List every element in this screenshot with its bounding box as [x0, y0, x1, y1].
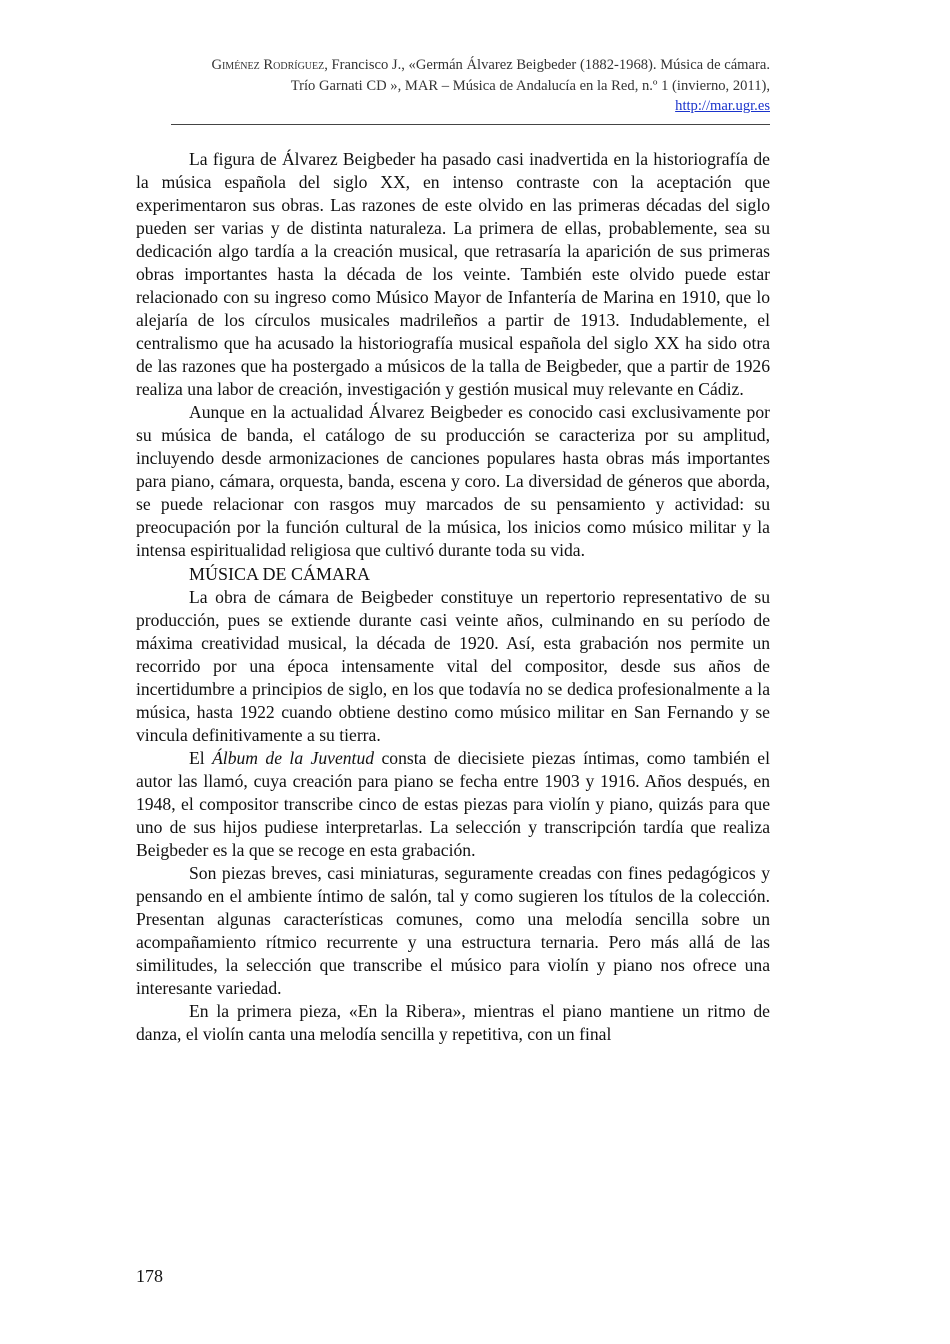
paragraph-4-start: El: [189, 748, 213, 768]
paragraph-4: [136, 747, 770, 862]
paragraph-4-rest: consta de diecisiete piezas íntimas, como también el autor las llamó, cuya creación para piano se fecha entre 1903 y 1916. Años después, en 1948, el compositor transcribe cinco de estas piezas para violín y piano, quizás para que uno de sus hijos pudiese interpretarlas. La selección y transcripción tardía que realiza Beigbeder es la que se recoge en esta grabación.: [136, 748, 770, 860]
paragraph-3: La obra de cámara de Beigbeder constituye un repertorio representativo de su producción, pues se extiende durante casi veinte años, culminando en su período de máxima creatividad musical, la década de 1920. Así, esta grabación nos permite un recorrido por una época intensamente vital del compositor, desde sus años de incertidumbre a principios de siglo, en los que todavía no se dedica profesionalmente a la música, hasta 1922 cuando obtiene destino como músico militar en San Fernando y se vincula definitivamente a su tierra.: [136, 587, 770, 745]
section-heading: MÚSICA DE CÁMARA: [189, 564, 371, 584]
body-text: [136, 148, 770, 1046]
running-header: [136, 55, 770, 117]
header-link[interactable]: http://mar.ugr.es: [675, 98, 770, 114]
header-rule: [171, 124, 770, 125]
work-title: Álbum de la Juventud: [212, 748, 375, 768]
header-author: Giménez Rodríguez: [211, 57, 325, 73]
header-citation-1: , Francisco J., «Germán Álvarez Beigbeder (1882-1968). Música de cámara.: [324, 57, 770, 73]
paragraph-2: Aunque en la actualidad Álvarez Beigbeder es conocido casi exclusivamente por su música de banda, el catálogo de su producción se caracteriza por su amplitud, incluyendo desde armonizaciones de canciones populares hasta obras más importantes para piano, cámara, orquesta, banda, escena y coro. La diversidad de géneros que aborda, se puede relacionar con rasgos muy marcados de su pensamiento y actividad: su preocupación por la función cultural de la música, los inicios como músico militar y la intensa espiritualidad religiosa que cultivó durante toda su vida.: [136, 402, 770, 560]
paragraph-6: En la primera pieza, «En la Ribera», mientras el piano mantiene un ritmo de danza, el violín canta una melodía sencilla y repetitiva, con un final: [136, 1001, 770, 1044]
header-line-1: [136, 55, 770, 76]
paragraph-1: La figura de Álvarez Beigbeder ha pasado casi inadvertida en la historiografía de la música española del siglo XX, en intenso contraste con la aceptación que experimentaron sus obras. Las razones de este olvido en las primeras décadas del siglo pueden ser varias y de distinta naturaleza. La primera de ellas, probablemente, sea su dedicación algo tardía a la creación musical, que retrasaría la aparición de sus primeras obras importantes hasta la década de los veinte. También este olvido puede estar relacionado con su ingreso como Músico Mayor de Infantería de Marina en 1910, que lo alejaría de los círculos musicales madrileños a partir de 1913. Indudablemente, el centralismo que ha acusado la historiografía musical española del siglo XX ha sido otra de las razones que ha postergado a músicos de la talla de Beigbeder, que a partir de 1926 realiza una labor de creación, investigación y gestión musical muy relevante en Cádiz.: [136, 149, 770, 399]
page-number: 178: [136, 1266, 163, 1286]
paragraph-5: Son piezas breves, casi miniaturas, seguramente creadas con fines pedagógicos y pensando en el ambiente íntimo de salón, tal y como sugieren los títulos de la colección. Presentan algunas características comunes, como una melodía sencilla sobre un acompañamiento rítmico recurrente y una estructura ternaria. Pero más allá de las similitudes, la selección que transcribe el músico para violín y piano nos ofrece una interesante variedad.: [136, 863, 770, 998]
header-line-2: Trío Garnati CD », MAR – Música de Andalucía en la Red, n.º 1 (invierno, 2011),: [290, 77, 770, 94]
